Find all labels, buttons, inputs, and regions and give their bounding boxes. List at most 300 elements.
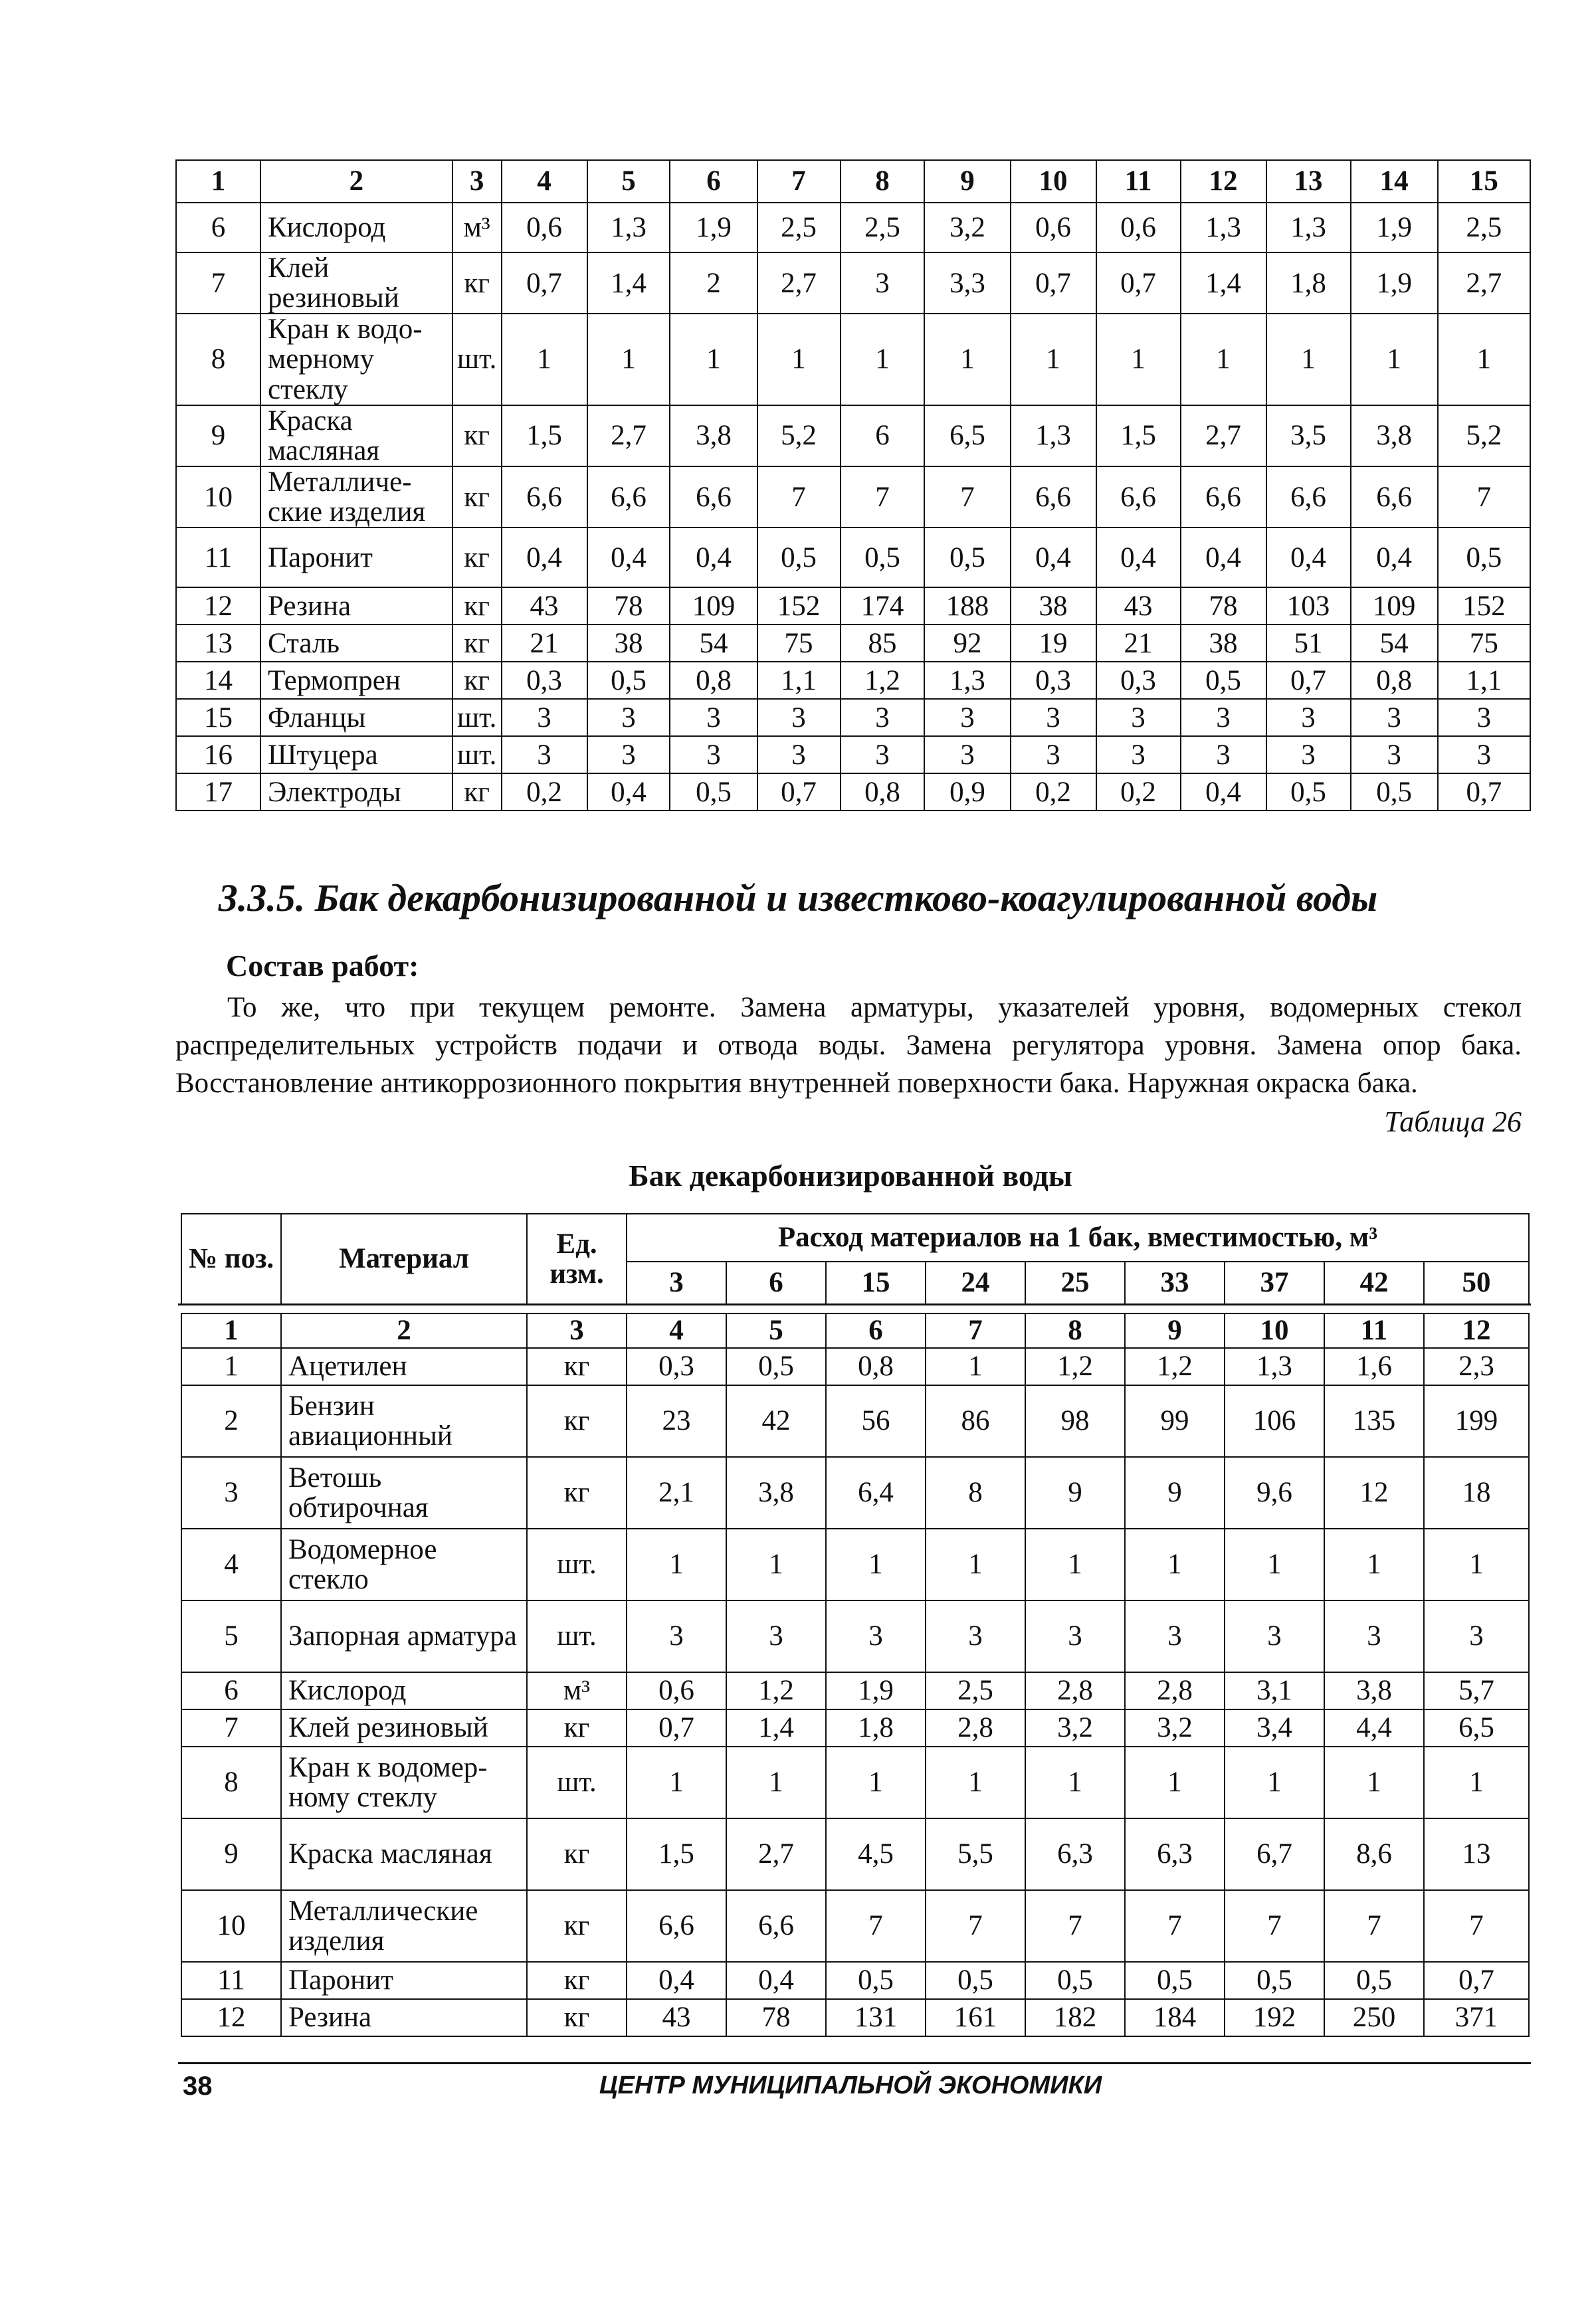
- column-number: 2: [281, 1313, 527, 1348]
- table-cell: 161: [926, 1999, 1025, 2036]
- table-cell: 0,5: [1225, 1962, 1324, 1999]
- table-cell: 3: [1025, 1600, 1125, 1672]
- table-cell: кг: [452, 528, 502, 587]
- table-cell: 1: [1125, 1747, 1225, 1818]
- page-number: 38: [183, 2072, 213, 2101]
- table-cell: 7: [757, 466, 841, 528]
- table-cell: 8,6: [1324, 1818, 1424, 1890]
- table-cell: 2,5: [841, 203, 925, 252]
- table-row: [176, 662, 1530, 699]
- table-cell: 13: [176, 625, 260, 662]
- capacity-header: 37: [1225, 1262, 1324, 1304]
- column-number: 7: [926, 1313, 1025, 1348]
- table-cell: 13: [1424, 1818, 1529, 1890]
- material-name: Фланцы: [260, 699, 452, 736]
- table-cell: 6,5: [924, 405, 1010, 466]
- material-name: Клей резиновый: [281, 1709, 527, 1747]
- table-cell: 3: [1266, 736, 1351, 773]
- table-cell: 7: [181, 1709, 281, 1747]
- table-cell: 3,2: [1125, 1709, 1225, 1747]
- table-cell: 3,8: [1324, 1672, 1424, 1709]
- table-cell: 0,6: [502, 203, 587, 252]
- table-cell: 0,8: [841, 773, 925, 811]
- material-name: Кран к водомер-ному стеклу: [281, 1747, 527, 1818]
- table-cell: 3: [1424, 1600, 1529, 1672]
- table-cell: 3: [1011, 699, 1096, 736]
- capacity-header: 3: [627, 1262, 726, 1304]
- table-cell: 6: [181, 1672, 281, 1709]
- table-cell: 1: [1025, 1747, 1125, 1818]
- table-cell: 0,5: [1181, 662, 1266, 699]
- table-cell: 2,7: [587, 405, 670, 466]
- table-cell: 0,9: [924, 773, 1010, 811]
- table-cell: 3: [181, 1457, 281, 1529]
- table-cell: 3: [757, 736, 841, 773]
- column-number: 1: [181, 1313, 281, 1348]
- table-cell: 1,3: [587, 203, 670, 252]
- table-cell: 6,6: [670, 466, 757, 528]
- table-cell: 0,2: [1011, 773, 1096, 811]
- table-cell: 0,4: [726, 1962, 826, 1999]
- table-cell: 0,5: [757, 528, 841, 587]
- table-cell: 1: [924, 314, 1010, 405]
- column-number: 6: [670, 160, 757, 203]
- table-cell: 3: [1438, 736, 1530, 773]
- table-cell: 12: [181, 1999, 281, 2036]
- table-row: [176, 314, 1530, 405]
- table-cell: 199: [1424, 1385, 1529, 1457]
- table-cell: 0,2: [502, 773, 587, 811]
- table-cell: 1,4: [587, 252, 670, 314]
- table-cell: 1,3: [1011, 405, 1096, 466]
- table-row: [181, 1457, 1529, 1529]
- table-cell: 1,6: [1324, 1348, 1424, 1385]
- table-cell: 1,5: [1096, 405, 1181, 466]
- table-cell: шт.: [452, 314, 502, 405]
- table-cell: 1,1: [1438, 662, 1530, 699]
- table-cell: 10: [176, 466, 260, 528]
- table-cell: шт.: [527, 1600, 627, 1672]
- table-cell: 2,5: [926, 1672, 1025, 1709]
- table-cell: 6: [176, 203, 260, 252]
- table-cell: 1: [1181, 314, 1266, 405]
- col-header-consumption-group: Расход материалов на 1 бак, вместимостью, м³: [627, 1214, 1529, 1262]
- table-cell: 7: [841, 466, 925, 528]
- material-name: Резина: [281, 1999, 527, 2036]
- table-cell: 6,6: [502, 466, 587, 528]
- table-row: [176, 699, 1530, 736]
- material-name: Краска масляная: [260, 405, 452, 466]
- table-cell: кг: [452, 625, 502, 662]
- table-cell: 85: [841, 625, 925, 662]
- material-name: Термопрен: [260, 662, 452, 699]
- table-cell: 1,3: [1266, 203, 1351, 252]
- capacity-header: 24: [926, 1262, 1025, 1304]
- table-cell: 1,3: [1181, 203, 1266, 252]
- material-name: Паронит: [260, 528, 452, 587]
- table-cell: кг: [452, 773, 502, 811]
- table-cell: 0,5: [841, 528, 925, 587]
- table-cell: 86: [926, 1385, 1025, 1457]
- table-cell: 2: [670, 252, 757, 314]
- table-row: [181, 1709, 1529, 1747]
- table-cell: 0,5: [587, 662, 670, 699]
- table-row: [181, 1890, 1529, 1962]
- table-cell: 0,6: [1096, 203, 1181, 252]
- table-cell: 0,7: [502, 252, 587, 314]
- works-composition-label: Состав работ:: [226, 949, 419, 983]
- table-cell: 0,4: [670, 528, 757, 587]
- table-cell: 6,4: [826, 1457, 926, 1529]
- table-cell: 1: [1125, 1529, 1225, 1600]
- table-cell: 152: [1438, 587, 1530, 625]
- table-cell: 3: [841, 252, 925, 314]
- table-cell: 135: [1324, 1385, 1424, 1457]
- table-row: [176, 405, 1530, 466]
- table-cell: м³: [452, 203, 502, 252]
- table-cell: 3: [502, 699, 587, 736]
- table-cell: 1: [1266, 314, 1351, 405]
- table-cell: 1: [926, 1529, 1025, 1600]
- table-cell: 6,6: [1096, 466, 1181, 528]
- table-cell: 3: [1266, 699, 1351, 736]
- table-cell: 3: [1324, 1600, 1424, 1672]
- material-name: Бензин авиационный: [281, 1385, 527, 1457]
- table-row: [181, 1999, 1529, 2036]
- table-cell: 109: [1351, 587, 1438, 625]
- table-cell: 3: [1351, 699, 1438, 736]
- table-cell: 6,3: [1125, 1818, 1225, 1890]
- table-row: [176, 773, 1530, 811]
- table-cell: 78: [1181, 587, 1266, 625]
- table-cell: 4,4: [1324, 1709, 1424, 1747]
- table-cell: 0,4: [1011, 528, 1096, 587]
- table-cell: 0,4: [587, 773, 670, 811]
- table-cell: 0,5: [1351, 773, 1438, 811]
- table-cell: 3: [1181, 699, 1266, 736]
- table-cell: 43: [627, 1999, 726, 2036]
- section-title: 3.3.5. Бак декарбонизированной и известково-коагулированной воды: [218, 876, 1378, 919]
- table-cell: 78: [587, 587, 670, 625]
- table-cell: 3: [502, 736, 587, 773]
- header-separator: [178, 1303, 1531, 1305]
- table-cell: 2,5: [1438, 203, 1530, 252]
- table-row: [176, 587, 1530, 625]
- capacity-header: 42: [1324, 1262, 1424, 1304]
- table-cell: 12: [176, 587, 260, 625]
- table-cell: 131: [826, 1999, 926, 2036]
- table-cell: 10: [181, 1890, 281, 1962]
- table-row: [181, 1747, 1529, 1818]
- material-name: Кислород: [281, 1672, 527, 1709]
- capacity-header: 50: [1424, 1262, 1529, 1304]
- table-cell: 1,9: [826, 1672, 926, 1709]
- table-cell: 0,7: [1438, 773, 1530, 811]
- table-row: [176, 528, 1530, 587]
- table-cell: 12: [1324, 1457, 1424, 1529]
- table-cell: 7: [1225, 1890, 1324, 1962]
- table-cell: 15: [176, 699, 260, 736]
- table-cell: 21: [1096, 625, 1181, 662]
- table-cell: 5,2: [757, 405, 841, 466]
- table-row: [181, 1348, 1529, 1385]
- table-cell: 174: [841, 587, 925, 625]
- table-cell: 9: [176, 405, 260, 466]
- table-cell: 0,7: [627, 1709, 726, 1747]
- material-name: Электроды: [260, 773, 452, 811]
- table-cell: 106: [1225, 1385, 1324, 1457]
- table-row: [176, 252, 1530, 314]
- table-cell: 56: [826, 1385, 926, 1457]
- materials-table-continued: [175, 159, 1531, 811]
- table-cell: 0,7: [1424, 1962, 1529, 1999]
- table-cell: 1: [1424, 1529, 1529, 1600]
- column-number: 11: [1096, 160, 1181, 203]
- table-cell: 1,2: [1125, 1348, 1225, 1385]
- table-row: [176, 736, 1530, 773]
- table-cell: 3: [627, 1600, 726, 1672]
- material-name: Сталь: [260, 625, 452, 662]
- table-cell: 3,3: [924, 252, 1010, 314]
- table-cell: 0,5: [826, 1962, 926, 1999]
- table-cell: 16: [176, 736, 260, 773]
- column-number: 11: [1324, 1313, 1424, 1348]
- material-name: Водомерное стекло: [281, 1529, 527, 1600]
- table-cell: 92: [924, 625, 1010, 662]
- table-cell: м³: [527, 1672, 627, 1709]
- column-number-row: [181, 1313, 1529, 1348]
- column-number: 10: [1011, 160, 1096, 203]
- table-cell: шт.: [452, 736, 502, 773]
- table-cell: 3: [924, 699, 1010, 736]
- table-cell: 9: [1125, 1457, 1225, 1529]
- material-name: Кислород: [260, 203, 452, 252]
- table-cell: 6,7: [1225, 1818, 1324, 1890]
- table-cell: 7: [1324, 1890, 1424, 1962]
- material-name: Металличе-ские изделия: [260, 466, 452, 528]
- table-cell: 0,5: [1324, 1962, 1424, 1999]
- table-cell: 3,5: [1266, 405, 1351, 466]
- table-cell: 11: [176, 528, 260, 587]
- column-number: 14: [1351, 160, 1438, 203]
- table-cell: 7: [826, 1890, 926, 1962]
- table-cell: 0,5: [726, 1348, 826, 1385]
- table-cell: 7: [1025, 1890, 1125, 1962]
- table-cell: кг: [527, 1999, 627, 2036]
- table-cell: 3: [587, 736, 670, 773]
- table-cell: 6,6: [587, 466, 670, 528]
- table-number-label: Таблица 26: [1384, 1106, 1522, 1138]
- table-cell: 6,6: [1181, 466, 1266, 528]
- table-cell: 4: [181, 1529, 281, 1600]
- table-cell: 0,4: [1096, 528, 1181, 587]
- table-cell: 6: [841, 405, 925, 466]
- table-cell: 98: [1025, 1385, 1125, 1457]
- column-number: 8: [841, 160, 925, 203]
- table-cell: 8: [181, 1747, 281, 1818]
- table-cell: 1: [926, 1348, 1025, 1385]
- table-cell: 0,3: [1011, 662, 1096, 699]
- material-name: Краска масляная: [281, 1818, 527, 1890]
- table-cell: 0,4: [1181, 528, 1266, 587]
- table-cell: 99: [1125, 1385, 1225, 1457]
- decarbonized-tank-table-body: [181, 1313, 1529, 2036]
- table-cell: 3,4: [1225, 1709, 1324, 1747]
- table-row: [181, 1818, 1529, 1890]
- table-cell: 2,7: [757, 252, 841, 314]
- column-number: 4: [627, 1313, 726, 1348]
- table-cell: кг: [527, 1385, 627, 1457]
- table-cell: 0,7: [1266, 662, 1351, 699]
- table-cell: 43: [1096, 587, 1181, 625]
- table-cell: 103: [1266, 587, 1351, 625]
- col-header-unit: Ед. изм.: [527, 1214, 627, 1304]
- table-cell: 3: [670, 736, 757, 773]
- column-number: 10: [1225, 1313, 1324, 1348]
- table-cell: кг: [452, 405, 502, 466]
- material-name: Резина: [260, 587, 452, 625]
- table-cell: 3,1: [1225, 1672, 1324, 1709]
- table-cell: 0,8: [1351, 662, 1438, 699]
- table-cell: 250: [1324, 1999, 1424, 2036]
- table-cell: 0,3: [1096, 662, 1181, 699]
- column-number: 9: [924, 160, 1010, 203]
- table-cell: 0,2: [1096, 773, 1181, 811]
- column-number: 12: [1424, 1313, 1529, 1348]
- table-cell: 7: [1125, 1890, 1225, 1962]
- table-cell: 21: [502, 625, 587, 662]
- column-number: 12: [1181, 160, 1266, 203]
- table-cell: кг: [527, 1890, 627, 1962]
- table-cell: 9: [181, 1818, 281, 1890]
- table-cell: 1: [1096, 314, 1181, 405]
- table-cell: 1: [1225, 1747, 1324, 1818]
- table-cell: кг: [527, 1348, 627, 1385]
- table-cell: 3: [826, 1600, 926, 1672]
- table-cell: 5: [181, 1600, 281, 1672]
- table-cell: 2: [181, 1385, 281, 1457]
- table-cell: 1,3: [924, 662, 1010, 699]
- table-cell: 1,1: [757, 662, 841, 699]
- capacity-header: 6: [726, 1262, 826, 1304]
- table-cell: 75: [757, 625, 841, 662]
- table-cell: 1,2: [1025, 1348, 1125, 1385]
- table-cell: 3: [1096, 736, 1181, 773]
- table-cell: кг: [452, 466, 502, 528]
- materials-table-continued-body: [176, 160, 1530, 811]
- table-cell: 5,7: [1424, 1672, 1529, 1709]
- table-cell: 3: [726, 1600, 826, 1672]
- table-cell: 192: [1225, 1999, 1324, 2036]
- table-cell: 0,5: [1025, 1962, 1125, 1999]
- capacity-header: 33: [1125, 1262, 1225, 1304]
- table-cell: 3,2: [924, 203, 1010, 252]
- table-cell: 1,3: [1225, 1348, 1324, 1385]
- column-number: 7: [757, 160, 841, 203]
- table-cell: 23: [627, 1385, 726, 1457]
- table-cell: 3: [670, 699, 757, 736]
- table-cell: 1,5: [502, 405, 587, 466]
- table-cell: 2,3: [1424, 1348, 1529, 1385]
- table-cell: 54: [670, 625, 757, 662]
- material-name: Клей резиновый: [260, 252, 452, 314]
- table-cell: 1: [627, 1747, 726, 1818]
- table-cell: кг: [452, 587, 502, 625]
- table-cell: шт.: [452, 699, 502, 736]
- table-cell: 1: [587, 314, 670, 405]
- table-cell: 0,4: [1351, 528, 1438, 587]
- table-cell: 43: [502, 587, 587, 625]
- table-cell: 38: [1181, 625, 1266, 662]
- table-cell: 2,8: [1125, 1672, 1225, 1709]
- table-cell: 371: [1424, 1999, 1529, 2036]
- table-cell: 1: [826, 1747, 926, 1818]
- table-cell: 3: [1125, 1600, 1225, 1672]
- table-cell: 0,5: [1125, 1962, 1225, 1999]
- table-cell: 38: [1011, 587, 1096, 625]
- table-cell: 0,5: [1266, 773, 1351, 811]
- table-cell: 6,6: [1266, 466, 1351, 528]
- table-cell: 1,4: [1181, 252, 1266, 314]
- table-cell: 0,6: [627, 1672, 726, 1709]
- table-cell: 17: [176, 773, 260, 811]
- table-cell: 2,8: [926, 1709, 1025, 1747]
- table-cell: 3: [926, 1600, 1025, 1672]
- material-name: Штуцера: [260, 736, 452, 773]
- table-cell: 0,6: [1011, 203, 1096, 252]
- table-cell: 6,6: [627, 1890, 726, 1962]
- table-cell: 7: [926, 1890, 1025, 1962]
- table-cell: 0,8: [670, 662, 757, 699]
- table-cell: 0,4: [502, 528, 587, 587]
- table-cell: 0,8: [826, 1348, 926, 1385]
- table-cell: 0,4: [587, 528, 670, 587]
- table-cell: 1: [726, 1747, 826, 1818]
- column-number: 13: [1266, 160, 1351, 203]
- col-header-material: Материал: [281, 1214, 527, 1304]
- table-cell: 3,8: [1351, 405, 1438, 466]
- table-cell: 9,6: [1225, 1457, 1324, 1529]
- table-cell: 3: [1351, 736, 1438, 773]
- table-cell: 0,3: [627, 1348, 726, 1385]
- table-cell: 3: [1181, 736, 1266, 773]
- capacity-header: 15: [826, 1262, 926, 1304]
- table-cell: 1: [1011, 314, 1096, 405]
- table-cell: 8: [926, 1457, 1025, 1529]
- table-cell: 78: [726, 1999, 826, 2036]
- table-cell: 3: [1225, 1600, 1324, 1672]
- table-cell: 1,8: [1266, 252, 1351, 314]
- table-cell: 1: [1424, 1747, 1529, 1818]
- decarbonized-tank-table-header: [181, 1213, 1530, 1305]
- table-cell: 11: [181, 1962, 281, 1999]
- table-row: [176, 203, 1530, 252]
- table-cell: 0,4: [1266, 528, 1351, 587]
- table-cell: 1: [627, 1529, 726, 1600]
- table-cell: шт.: [527, 1747, 627, 1818]
- column-number: 3: [527, 1313, 627, 1348]
- table-cell: 3: [1096, 699, 1181, 736]
- column-number: 15: [1438, 160, 1530, 203]
- column-number: 9: [1125, 1313, 1225, 1348]
- table-cell: 3: [841, 699, 925, 736]
- table-row: [176, 466, 1530, 528]
- table-cell: 2,1: [627, 1457, 726, 1529]
- table-cell: кг: [527, 1457, 627, 1529]
- table-cell: 0,7: [757, 773, 841, 811]
- table-cell: 7: [1424, 1890, 1529, 1962]
- table-cell: 1: [181, 1348, 281, 1385]
